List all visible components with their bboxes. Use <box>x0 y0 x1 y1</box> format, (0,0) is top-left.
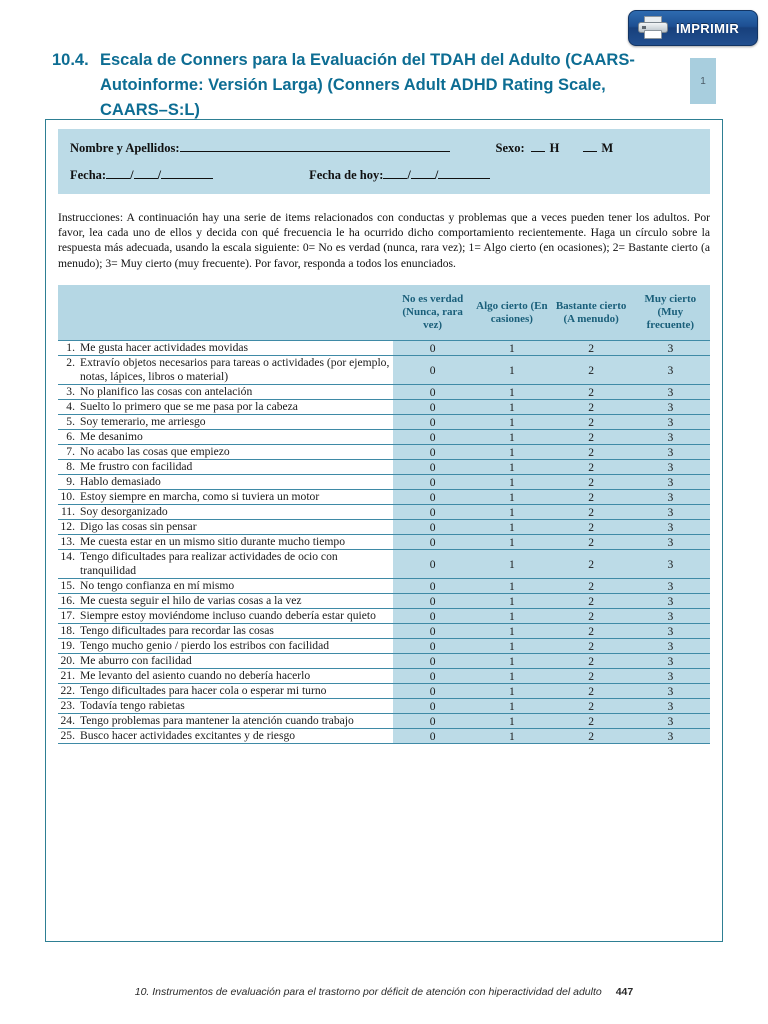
table-row <box>58 624 710 639</box>
item-text-cell <box>58 669 393 684</box>
response-option-3[interactable]: 3 <box>631 505 710 520</box>
item-text-cell <box>58 579 393 594</box>
response-option-2[interactable]: 2 <box>551 594 630 609</box>
column-header-0: No es verdad (Nunca, rara vez) <box>393 285 472 341</box>
table-row <box>58 505 710 520</box>
footer-text: 10. Instrumentos de evaluación para el trastorno por déficit de atención con hiperactividad del adulto <box>134 986 602 998</box>
response-option-0[interactable]: 0 <box>393 684 472 699</box>
response-option-0[interactable]: 0 <box>393 445 472 460</box>
table-row <box>58 490 710 505</box>
table-row <box>58 684 710 699</box>
response-option-1[interactable]: 1 <box>472 445 551 460</box>
response-option-1[interactable]: 1 <box>472 639 551 654</box>
name-row <box>70 139 698 156</box>
item-number: 14. <box>60 550 75 564</box>
response-option-1[interactable]: 1 <box>472 699 551 714</box>
response-option-0[interactable]: 0 <box>393 624 472 639</box>
item-label: Me desanimo <box>80 430 143 444</box>
response-option-3[interactable]: 3 <box>631 699 710 714</box>
caars-response-table <box>58 285 710 745</box>
item-text-cell <box>58 594 393 609</box>
response-option-1[interactable]: 1 <box>472 714 551 729</box>
response-option-2[interactable]: 2 <box>551 356 630 385</box>
page-number-tab-label: 1 <box>700 75 706 87</box>
response-option-3[interactable]: 3 <box>631 341 710 356</box>
item-number: 5. <box>66 415 75 429</box>
item-label: Siempre estoy moviéndome incluso cuando debería estar quieto <box>80 609 376 623</box>
response-option-1[interactable]: 1 <box>472 729 551 744</box>
item-number: 1. <box>66 341 75 355</box>
response-option-2[interactable]: 2 <box>551 385 630 400</box>
response-option-2[interactable]: 2 <box>551 609 630 624</box>
response-option-1[interactable]: 1 <box>472 341 551 356</box>
response-option-0[interactable]: 0 <box>393 520 472 535</box>
response-option-0[interactable]: 0 <box>393 699 472 714</box>
item-number: 24. <box>60 714 75 728</box>
item-label: Extravío objetos necesarios para tareas o actividades (por ejemplo, notas, lápices, libros o material) <box>80 356 390 384</box>
item-text-cell <box>58 490 393 505</box>
response-option-1[interactable]: 1 <box>472 490 551 505</box>
date-sep-1: / <box>130 168 134 182</box>
response-option-0[interactable]: 0 <box>393 460 472 475</box>
table-row <box>58 430 710 445</box>
response-option-0[interactable]: 0 <box>393 550 472 579</box>
item-text-cell <box>58 639 393 654</box>
today-sep-1: / <box>407 168 411 182</box>
response-option-0[interactable]: 0 <box>393 579 472 594</box>
response-option-3[interactable]: 3 <box>631 490 710 505</box>
table-header-row <box>58 285 710 341</box>
item-text-cell <box>58 385 393 400</box>
name-field[interactable] <box>180 139 450 152</box>
item-label: Estoy siempre en marcha, como si tuviera un motor <box>80 490 320 504</box>
response-option-3[interactable]: 3 <box>631 520 710 535</box>
response-option-1[interactable]: 1 <box>472 460 551 475</box>
item-text-cell <box>58 609 393 624</box>
item-number: 13. <box>60 535 75 549</box>
page-title-text: Escala de Conners para la Evaluación del TDAH del Adulto (CAARS-Autoinforme: Versión Larga) (Conners Adult ADHD Rating Scale, CAARS–S:L) <box>100 51 635 119</box>
item-label: Tengo mucho genio / pierdo los estribos con facilidad <box>80 639 330 653</box>
response-option-0[interactable]: 0 <box>393 475 472 490</box>
item-number: 9. <box>66 475 75 489</box>
table-row <box>58 520 710 535</box>
response-option-3[interactable]: 3 <box>631 535 710 550</box>
response-option-3[interactable]: 3 <box>631 579 710 594</box>
sex-label: Sexo: <box>495 141 525 155</box>
response-option-3[interactable]: 3 <box>631 609 710 624</box>
page-title <box>52 48 672 123</box>
item-number: 19. <box>60 639 75 653</box>
item-label: Tengo dificultades para hacer cola o esperar mi turno <box>80 684 327 698</box>
questionnaire-form <box>45 119 723 942</box>
item-text-cell <box>58 356 393 385</box>
response-option-2[interactable]: 2 <box>551 505 630 520</box>
item-label: Busco hacer actividades excitantes y de riesgo <box>80 729 296 743</box>
column-header-2: Bastante cierto (A menudo) <box>551 285 630 341</box>
item-label: Me cuesta seguir el hilo de varias cosas a la vez <box>80 594 302 608</box>
response-option-0[interactable]: 0 <box>393 609 472 624</box>
response-option-2[interactable]: 2 <box>551 579 630 594</box>
item-text-cell <box>58 341 393 356</box>
response-option-2[interactable]: 2 <box>551 669 630 684</box>
table-row <box>58 535 710 550</box>
item-label: Me levanto del asiento cuando no debería hacerlo <box>80 669 311 683</box>
response-option-0[interactable]: 0 <box>393 714 472 729</box>
item-label: Suelto lo primero que se me pasa por la cabeza <box>80 400 298 414</box>
response-option-3[interactable]: 3 <box>631 729 710 744</box>
response-option-3[interactable]: 3 <box>631 445 710 460</box>
table-row <box>58 415 710 430</box>
item-text-cell <box>58 445 393 460</box>
item-text-cell <box>58 550 393 579</box>
item-text-cell <box>58 520 393 535</box>
response-option-3[interactable]: 3 <box>631 714 710 729</box>
item-number: 8. <box>66 460 75 474</box>
response-option-3[interactable]: 3 <box>631 624 710 639</box>
table-row <box>58 654 710 669</box>
printer-icon <box>638 16 668 40</box>
item-label: Digo las cosas sin pensar <box>80 520 197 534</box>
response-option-3[interactable]: 3 <box>631 669 710 684</box>
response-option-2[interactable]: 2 <box>551 714 630 729</box>
response-option-0[interactable]: 0 <box>393 729 472 744</box>
item-label: Tengo dificultades para recordar las cosas <box>80 624 274 638</box>
item-number: 10. <box>60 490 75 504</box>
table-row <box>58 356 710 385</box>
response-option-1[interactable]: 1 <box>472 430 551 445</box>
response-option-3[interactable]: 3 <box>631 430 710 445</box>
response-option-1[interactable]: 1 <box>472 475 551 490</box>
item-number: 11. <box>60 505 75 519</box>
response-option-2[interactable]: 2 <box>551 729 630 744</box>
table-row <box>58 400 710 415</box>
response-option-1[interactable]: 1 <box>472 609 551 624</box>
item-label: Me gusta hacer actividades movidas <box>80 341 249 355</box>
response-option-1[interactable]: 1 <box>472 594 551 609</box>
column-header-items <box>58 285 393 341</box>
date-month-field[interactable] <box>134 166 158 179</box>
response-option-3[interactable]: 3 <box>631 594 710 609</box>
response-option-2[interactable]: 2 <box>551 535 630 550</box>
response-option-1[interactable]: 1 <box>472 654 551 669</box>
response-option-3[interactable]: 3 <box>631 356 710 385</box>
sex-male-label: H <box>549 141 560 155</box>
item-number: 6. <box>66 430 75 444</box>
response-option-3[interactable]: 3 <box>631 385 710 400</box>
date-day-field[interactable] <box>106 166 130 179</box>
sex-male-field[interactable] <box>531 139 545 152</box>
item-text-cell <box>58 699 393 714</box>
sex-female-field[interactable] <box>583 139 597 152</box>
response-option-2[interactable]: 2 <box>551 475 630 490</box>
sex-female-label: M <box>601 141 614 155</box>
item-text-cell <box>58 460 393 475</box>
today-sep-2: / <box>434 168 439 182</box>
item-text-cell <box>58 430 393 445</box>
table-row <box>58 639 710 654</box>
response-option-1[interactable]: 1 <box>472 520 551 535</box>
table-row <box>58 385 710 400</box>
response-option-1[interactable]: 1 <box>472 415 551 430</box>
item-label: No tengo confianza en mí mismo <box>80 579 235 593</box>
item-text-cell <box>58 654 393 669</box>
item-text-cell <box>58 475 393 490</box>
response-option-0[interactable]: 0 <box>393 385 472 400</box>
date-year-field[interactable] <box>161 166 213 179</box>
response-option-3[interactable]: 3 <box>631 460 710 475</box>
response-option-3[interactable]: 3 <box>631 639 710 654</box>
response-option-1[interactable]: 1 <box>472 669 551 684</box>
response-option-2[interactable]: 2 <box>551 460 630 475</box>
instructions-text: Instrucciones: A continuación hay una serie de items relacionados con conductas y problemas que a veces pueden tener los adultos. Por favor, lea cada uno de ellos y decida con qué frecuencia le ha ocurrido dicho comportamiento recientemente. Haga un círculo sobre la respuesta más adecuada, usando la escala siguiente: 0= No es verdad (nunca, rara vez); 1= Algo cierto (en ocasiones); 2= Bastante cierto (a menudo); 3= Muy cierto (muy frecuente). Por favor, responda a todos los enunciados. <box>58 211 710 270</box>
table-row <box>58 729 710 744</box>
item-label: Tengo problemas para mantener la atención cuando trabajo <box>80 714 354 728</box>
table-row <box>58 341 710 356</box>
item-number: 18. <box>60 624 75 638</box>
item-number: 25. <box>60 729 75 743</box>
response-option-2[interactable]: 2 <box>551 415 630 430</box>
item-number: 15. <box>60 579 75 593</box>
item-number: 4. <box>66 400 75 414</box>
today-day-field[interactable] <box>383 166 407 179</box>
response-option-2[interactable]: 2 <box>551 550 630 579</box>
item-label: Todavía tengo rabietas <box>80 699 185 713</box>
response-option-0[interactable]: 0 <box>393 341 472 356</box>
response-option-0[interactable]: 0 <box>393 356 472 385</box>
item-number: 17. <box>60 609 75 623</box>
item-label: Tengo dificultades para realizar actividades de ocio con tranquilidad <box>80 550 338 578</box>
column-header-3: Muy cierto (Muy frecuente) <box>631 285 710 341</box>
table-row <box>58 609 710 624</box>
item-text-cell <box>58 505 393 520</box>
item-text-cell <box>58 400 393 415</box>
date-label: Fecha: <box>70 168 107 182</box>
identification-block <box>58 129 710 194</box>
response-option-1[interactable]: 1 <box>472 356 551 385</box>
response-option-1[interactable]: 1 <box>472 624 551 639</box>
item-number: 12. <box>60 520 75 534</box>
response-option-2[interactable]: 2 <box>551 684 630 699</box>
item-text-cell <box>58 729 393 744</box>
item-text-cell <box>58 415 393 430</box>
response-option-3[interactable]: 3 <box>631 475 710 490</box>
item-text-cell <box>58 535 393 550</box>
response-option-3[interactable]: 3 <box>631 654 710 669</box>
response-option-1[interactable]: 1 <box>472 400 551 415</box>
response-option-0[interactable]: 0 <box>393 415 472 430</box>
name-label: Nombre y Apellidos: <box>70 141 180 155</box>
item-number: 20. <box>60 654 75 668</box>
today-year-field[interactable] <box>438 166 490 179</box>
item-number: 22. <box>60 684 75 698</box>
response-option-2[interactable]: 2 <box>551 490 630 505</box>
response-option-3[interactable]: 3 <box>631 400 710 415</box>
table-row <box>58 594 710 609</box>
item-text-cell <box>58 624 393 639</box>
response-option-0[interactable]: 0 <box>393 505 472 520</box>
response-option-2[interactable]: 2 <box>551 699 630 714</box>
column-header-1: Algo cierto (En casiones) <box>472 285 551 341</box>
response-option-0[interactable]: 0 <box>393 430 472 445</box>
response-option-2[interactable]: 2 <box>551 624 630 639</box>
response-option-0[interactable]: 0 <box>393 400 472 415</box>
table-row <box>58 579 710 594</box>
table-row <box>58 669 710 684</box>
item-label: Me cuesta estar en un mismo sitio durante mucho tiempo <box>80 535 345 549</box>
item-number: 3. <box>66 385 75 399</box>
page-footer <box>0 986 768 998</box>
response-option-2[interactable]: 2 <box>551 341 630 356</box>
table-row <box>58 475 710 490</box>
response-option-1[interactable]: 1 <box>472 579 551 594</box>
response-option-1[interactable]: 1 <box>472 535 551 550</box>
table-row <box>58 699 710 714</box>
item-label: No acabo las cosas que empiezo <box>80 445 230 459</box>
response-option-0[interactable]: 0 <box>393 669 472 684</box>
table-row <box>58 445 710 460</box>
table-row <box>58 460 710 475</box>
item-number: 16. <box>60 594 75 608</box>
item-label: Me frustro con facilidad <box>80 460 193 474</box>
response-option-0[interactable]: 0 <box>393 594 472 609</box>
today-month-field[interactable] <box>411 166 435 179</box>
response-option-3[interactable]: 3 <box>631 684 710 699</box>
table-row <box>58 714 710 729</box>
today-label: Fecha de hoy: <box>309 168 384 182</box>
item-text-cell <box>58 684 393 699</box>
response-option-0[interactable]: 0 <box>393 654 472 669</box>
response-option-0[interactable]: 0 <box>393 639 472 654</box>
date-row <box>70 166 698 183</box>
item-number: 7. <box>66 445 75 459</box>
print-button-label: IMPRIMIR <box>676 20 740 36</box>
response-option-2[interactable]: 2 <box>551 654 630 669</box>
response-option-3[interactable]: 3 <box>631 550 710 579</box>
page-title-number: 10.4. <box>52 51 89 69</box>
item-label: Hablo demasiado <box>80 475 161 489</box>
response-option-0[interactable]: 0 <box>393 490 472 505</box>
response-option-3[interactable]: 3 <box>631 415 710 430</box>
table-row <box>58 550 710 579</box>
item-label: Soy desorganizado <box>80 505 168 519</box>
footer-page-number: 447 <box>615 986 634 998</box>
response-option-2[interactable]: 2 <box>551 445 630 460</box>
item-number: 2. <box>66 356 75 370</box>
response-option-2[interactable]: 2 <box>551 400 630 415</box>
item-number: 23. <box>60 699 75 713</box>
item-label: Me aburro con facilidad <box>80 654 192 668</box>
date-sep-2: / <box>157 168 162 182</box>
item-text-cell <box>58 714 393 729</box>
response-option-2[interactable]: 2 <box>551 639 630 654</box>
response-option-1[interactable]: 1 <box>472 505 551 520</box>
print-button[interactable] <box>628 10 758 46</box>
page-number-tab <box>690 58 716 104</box>
response-option-1[interactable]: 1 <box>472 385 551 400</box>
response-option-2[interactable]: 2 <box>551 520 630 535</box>
item-label: Soy temerario, me arriesgo <box>80 415 206 429</box>
response-option-1[interactable]: 1 <box>472 684 551 699</box>
response-option-0[interactable]: 0 <box>393 535 472 550</box>
item-label: No planifico las cosas con antelación <box>80 385 253 399</box>
response-option-2[interactable]: 2 <box>551 430 630 445</box>
response-option-1[interactable]: 1 <box>472 550 551 579</box>
item-number: 21. <box>60 669 75 683</box>
